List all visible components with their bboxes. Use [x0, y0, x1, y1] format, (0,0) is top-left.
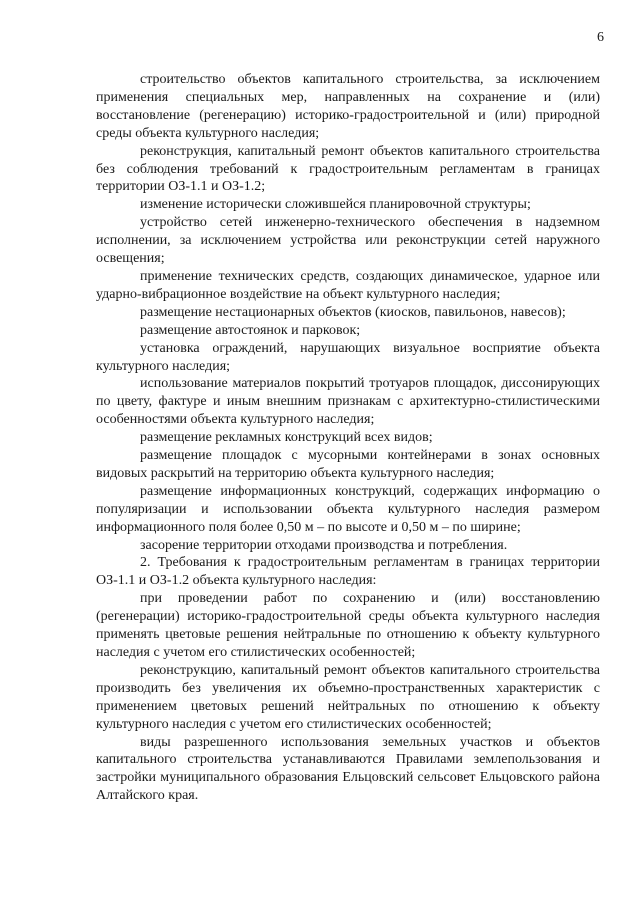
paragraph: виды разрешенного использования земельных участков и объектов капитального строительства устанавливаются Правилами землепользования и застройки муниципального образования Ельцовский сельсовет Ельцовского района Алтайского края. [96, 734, 600, 804]
paragraph: размещение площадок с мусорными контейнерами в зонах основных видовых раскрытий на территорию объекта культурного наследия; [96, 448, 600, 481]
section-heading-paragraph: 2. Требования к градостроительным регламентам в границах территории ОЗ-1.1 и ОЗ-1.2 объекта культурного наследия: [96, 555, 600, 589]
paragraph: установка ограждений, нарушающих визуальное восприятие объекта культурного наследия; [96, 340, 600, 374]
paragraph: размещение рекламных конструкций всех видов; [140, 430, 433, 446]
paragraph: реконструкцию, капитальный ремонт объектов капитального строительства производить без увеличения их объемно-пространственных характеристик с применением цветовых решений нейтральных по отношению к объекту культурного наследия с учетом его стилистических особенностей; [96, 662, 600, 732]
paragraph: использование материалов покрытий тротуаров площадок, диссонирующих по цвету, фактуре и иным внешним признакам с архитектурно-стилистическими особенностями объекта культурного наследия; [96, 376, 600, 428]
paragraph: размещение информационных конструкций, содержащих информацию о популяризации и использовании объекта культурного наследия размером информационного поля более 0,50 м – по высоте и 0,50 м – по ширине; [96, 483, 600, 535]
paragraph: засорение территории отходами производства и потребления. [140, 537, 508, 553]
paragraph: реконструкция, капитальный ремонт объектов капитального строительства без соблюдения требований к градостроительным регламентам в границах территории ОЗ-1.1 и ОЗ-1.2; [96, 143, 600, 195]
paragraph: изменение исторически сложившейся планировочной структуры; [140, 197, 531, 213]
paragraph: размещение автостоянок и парковок; [140, 322, 361, 338]
paragraph: устройство сетей инженерно-технического обеспечения в надземном исполнении, за исключением устройства или реконструкции сетей наружного освещения; [96, 215, 600, 267]
paragraph: при проведении работ по сохранению и (или) восстановлению (регенерации) историко-градостроительной среды объекта культурного наследия применять цветовые решения нейтральные по отношению к объекту культурного наследия с учетом его стилистических особенностей; [96, 591, 600, 660]
page-number: 6 [597, 30, 604, 45]
paragraph: строительство объектов капитального строительства, за исключением применения специальных мер, направленных на сохранение и (или) восстановление (регенерацию) историко-градостроительной и (или) природной среды объекта культурного наследия; [96, 72, 600, 141]
document-body [96, 71, 600, 805]
paragraph: размещение нестационарных объектов (киосков, павильонов, навесов); [140, 304, 566, 320]
paragraph: применение технических средств, создающих динамическое, ударное или ударно-вибрационное воздействие на объект культурного наследия; [96, 268, 600, 302]
